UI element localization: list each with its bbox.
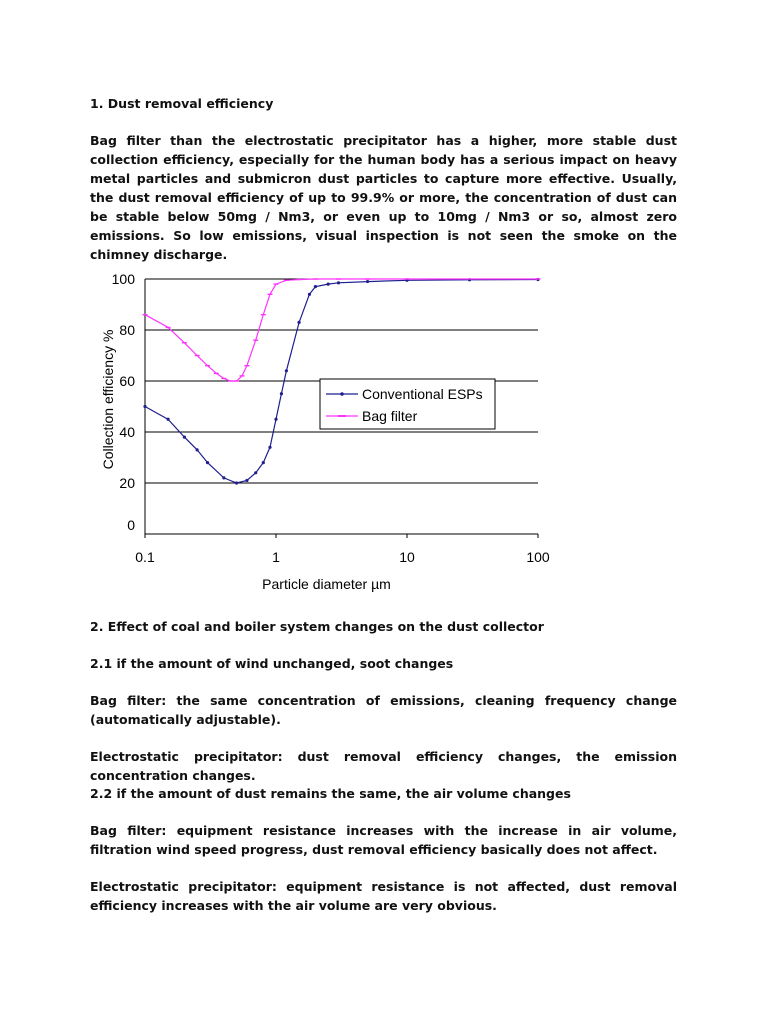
section-2-2-esp: Electrostatic precipitator: equipment resistance is not affected, dust removal efficiency increases with the air volume are very obvious. [90,879,677,913]
y-tick-label: 0 [127,517,135,533]
series-point [274,418,277,421]
section-2-heading: 2. Effect of coal and boiler system changes on the dust collector [90,619,544,634]
section-2-1-esp: Electrostatic precipitator: dust removal efficiency changes, the emission concentration changes. [90,749,677,783]
section-1-paragraph: Bag filter than the electrostatic precipitator has a higher, more stable dust collection efficiency, especially for the human body has a serious impact on heavy metal particles and submicron dust particles to capture more effective. Usually, the dust removal efficiency of up to 99.9% or more, the concentration of dust can be stable below 50mg / Nm3, or even up to 10mg / Nm3 or so, almost zero emissions. So low emissions, visual inspection is not seen the smoke on the chimney discharge. [90,133,677,262]
series-point [222,476,225,479]
series-point [314,285,317,288]
series-point [268,446,271,449]
series-point [297,321,300,324]
collection-efficiency-chart [90,262,560,602]
section-2-1-bag-filter: Bag filter: the same concentration of emissions, cleaning frequency change (automatically adjustable). [90,693,677,727]
y-tick-label: 20 [119,475,135,491]
series-point [235,481,238,484]
series-point [308,293,311,296]
series-point [285,369,288,372]
series-point [254,471,257,474]
y-tick-label: 100 [111,271,135,287]
x-tick-label: 0.1 [135,549,155,565]
series-point [337,281,340,284]
section-2-2-bag-filter: Bag filter: equipment resistance increases with the increase in air volume, filtration wind speed progress, dust removal efficiency basically does not affect. [90,823,677,857]
series-point [143,405,146,408]
legend-marker-0 [340,392,344,396]
series-point [183,436,186,439]
section-2-1-heading: 2.1 if the amount of wind unchanged, soot changes [90,656,454,671]
series-point [327,283,330,286]
section-2-2-heading: 2.2 if the amount of dust remains the same, the air volume changes [90,786,571,801]
series-point [280,392,283,395]
series-point [366,280,369,283]
y-tick-label: 40 [119,424,135,440]
x-tick-label: 10 [399,549,415,565]
series-point [206,461,209,464]
y-tick-label: 60 [119,373,135,389]
x-axis-label: Particle diameter µm [262,576,391,592]
section-1-heading: 1. Dust removal efficiency [90,96,274,111]
series-point [166,418,169,421]
series-point [196,448,199,451]
x-tick-label: 1 [272,549,280,565]
legend-label-1: Bag filter [362,408,418,424]
legend-label-0: Conventional ESPs [362,386,483,402]
y-axis-label: Collection efficiency % [100,329,116,470]
y-tick-label: 80 [119,322,135,338]
series-point [262,461,265,464]
series-point [245,479,248,482]
x-tick-label: 100 [526,549,550,565]
